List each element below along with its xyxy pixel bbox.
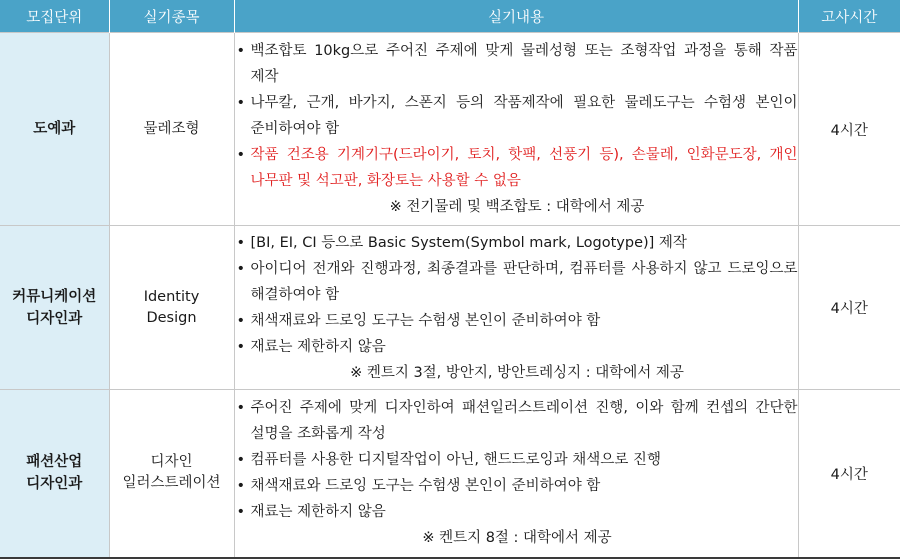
cell-duration: 4시간 [798, 226, 900, 390]
table-row [0, 390, 900, 558]
content-list [235, 395, 798, 525]
content-item-warning: • 작품 건조용 기계기구(드라이기, 토치, 핫팩, 선풍기 등), 손물레, 인화문도장, 개인 나무판 및 석고판, 화장토는 사용할 수 없음 [235, 142, 798, 194]
content-item: • 나무칼, 근개, 바가지, 스폰지 등의 작품제작에 필요한 물레도구는 수험생 본인이 준비하여야 함 [235, 90, 798, 142]
header-content: 실기내용 [234, 0, 798, 33]
cell-content [234, 390, 798, 558]
content-item: • 아이디어 전개와 진행과정, 최종결과를 판단하며, 컴퓨터를 사용하지 않고 드로잉으로 해결하여야 함 [235, 256, 798, 308]
cell-unit: 커뮤니케이션 디자인과 [0, 226, 109, 390]
table-body [0, 33, 900, 558]
table-row [0, 226, 900, 390]
cell-content [234, 33, 798, 226]
cell-duration: 4시간 [798, 390, 900, 558]
table-header [0, 0, 900, 33]
content-item: • 재료는 제한하지 않음 [235, 499, 798, 525]
content-note: ※ 전기물레 및 백조합토 : 대학에서 제공 [389, 199, 645, 215]
content-item: • 컴퓨터를 사용한 디지털작업이 아닌, 핸드드로잉과 채색으로 진행 [235, 447, 798, 473]
cell-subject: 물레조형 [109, 33, 234, 226]
header-subject: 실기종목 [109, 0, 234, 33]
cell-subject: Identity Design [109, 226, 234, 390]
cell-unit: 패션산업 디자인과 [0, 390, 109, 558]
content-list [235, 38, 798, 194]
content-item: • 주어진 주제에 맞게 디자인하여 패션일러스트레이션 진행, 이와 함께 컨셉의 간단한 설명을 조화롭게 작성 [235, 395, 798, 447]
cell-unit: 도예과 [0, 33, 109, 226]
content-list [235, 230, 798, 360]
cell-subject: 디자인 일러스트레이션 [109, 390, 234, 558]
content-item: • 백조합토 10kg으로 주어진 주제에 맞게 물레성형 또는 조형작업 과정을 통해 작품 제작 [235, 38, 798, 90]
header-duration: 고사시간 [798, 0, 900, 33]
table-row [0, 33, 900, 226]
content-item: • 채색재료와 드로잉 도구는 수험생 본인이 준비하여야 함 [235, 473, 798, 499]
cell-duration: 4시간 [798, 33, 900, 226]
header-unit: 모집단위 [0, 0, 109, 33]
cell-content [234, 226, 798, 390]
content-note: ※ 켄트지 8절 : 대학에서 제공 [422, 530, 612, 547]
header-row [0, 0, 900, 33]
content-item: • [BI, EI, CI 등으로 Basic System(Symbol mark, Logotype)] 제작 [235, 230, 798, 256]
content-item: • 채색재료와 드로잉 도구는 수험생 본인이 준비하여야 함 [235, 308, 798, 334]
content-item: • 재료는 제한하지 않음 [235, 334, 798, 360]
content-note: ※ 켄트지 3절, 방안지, 방안트레싱지 : 대학에서 제공 [350, 364, 684, 381]
